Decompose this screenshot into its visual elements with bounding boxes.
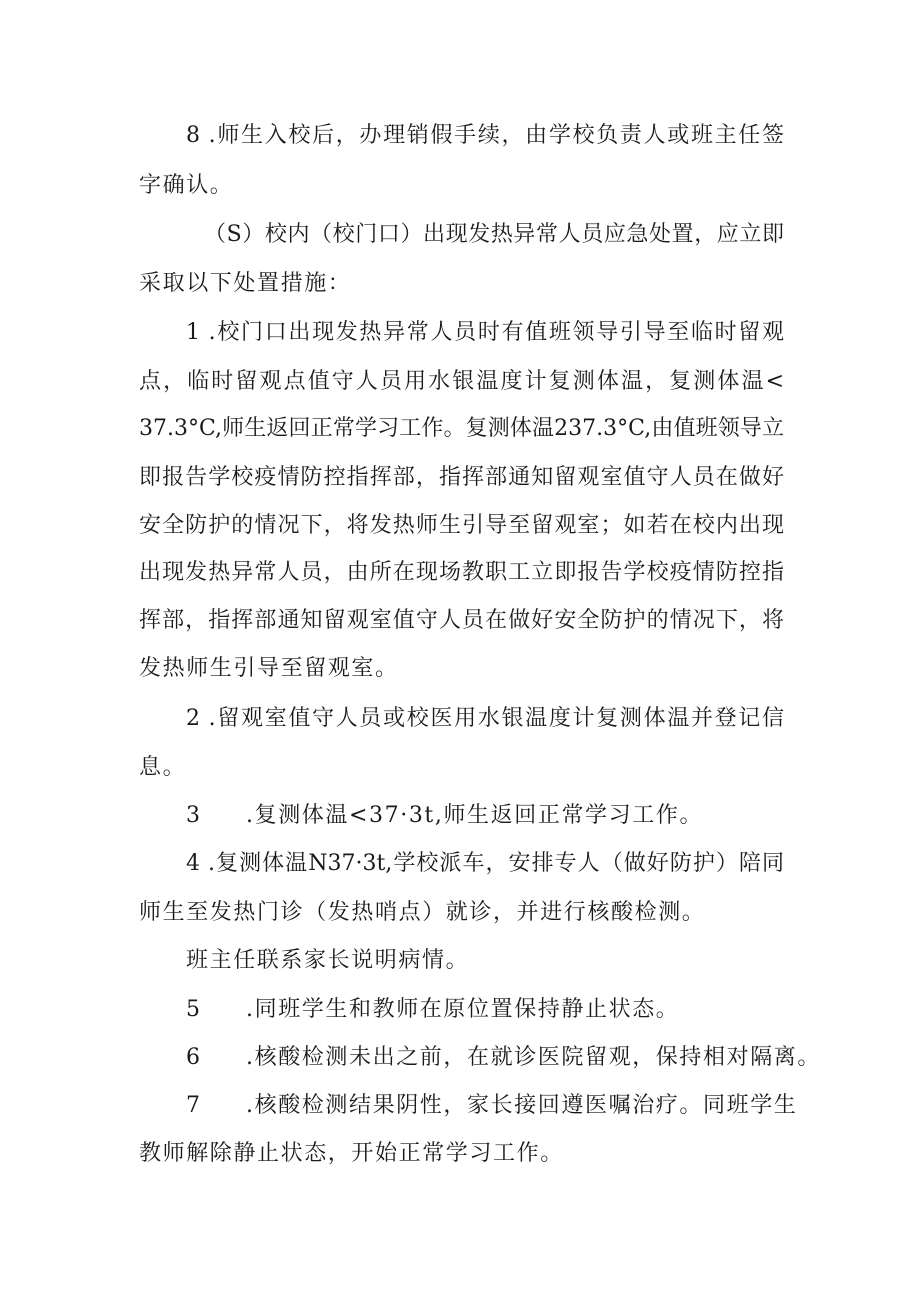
numbered-item-line (186, 1091, 798, 1121)
item-number: 7 (186, 1093, 202, 1118)
section-heading-line: （S）校内（校门口）出现发热异常人员应急处置，应立即 (204, 222, 784, 247)
numbered-item-line (186, 1043, 821, 1073)
item-text: .同班学生和教师在原位置保持静止状态。 (246, 997, 680, 1022)
paragraph-line: 2 .留观室值守人员或校医用水银温度计复测体温并登记信 (186, 706, 784, 731)
paragraph-line: 4 .复测体温N37·3t,学校派车，安排专人（做好防护）陪同 (186, 851, 784, 876)
item-text: .核酸检测未出之前，在就诊医院留观，保持相对隔离。 (246, 1045, 821, 1070)
paragraph-line: 出现发热异常人员，由所在现场教职工立即报告学校疫情防控指 (139, 560, 784, 585)
paragraph-line: 安全防护的情况下，将发热师生引导至留观室；如若在校内出现 (139, 513, 784, 538)
paragraph-line: 即报告学校疫情防控指挥部，指挥部通知留观室值守人员在做好 (139, 465, 784, 490)
paragraph-line: 息。 (139, 755, 187, 780)
paragraph-line: 师生至发热门诊（发热哨点）就诊，并进行核酸检测。 (139, 900, 706, 925)
paragraph-line: 班主任联系家长说明病情。 (186, 948, 470, 973)
item-number: 5 (186, 997, 202, 1022)
item-number: 6 (186, 1045, 202, 1070)
paragraph-line: 发热师生引导至留观室。 (139, 656, 399, 681)
paragraph-line: 37.3°C,师生返回正常学习工作。复测体温237.3°C,由值班领导立 (139, 416, 784, 441)
item-text: .核酸检测结果阴性，家长接回遵医嘱治疗。同班学生 (246, 1093, 798, 1118)
paragraph-line: 1 .校门口出现发热异常人员时有值班领导引导至临时留观 (186, 320, 784, 345)
paragraph-line: 点，临时留观点值守人员用水银温度计复测体温，复测体温< (139, 369, 784, 394)
paragraph-line: 字确认。 (139, 173, 234, 198)
paragraph-line: 8 .师生入校后，办理销假手续，由学校负责人或班主任签 (186, 123, 784, 148)
item-text: .复测体温<37·3t,师生返回正常学习工作。 (246, 803, 704, 828)
paragraph-line: 教师解除静止状态，开始正常学习工作。 (139, 1141, 564, 1166)
item-number: 3 (186, 803, 202, 828)
numbered-item-line (186, 801, 784, 831)
paragraph-line: 挥部，指挥部通知留观室值守人员在做好安全防护的情况下，将 (139, 608, 784, 633)
numbered-item-line (186, 995, 784, 1025)
paragraph-line: 采取以下处置措施： (139, 271, 352, 296)
